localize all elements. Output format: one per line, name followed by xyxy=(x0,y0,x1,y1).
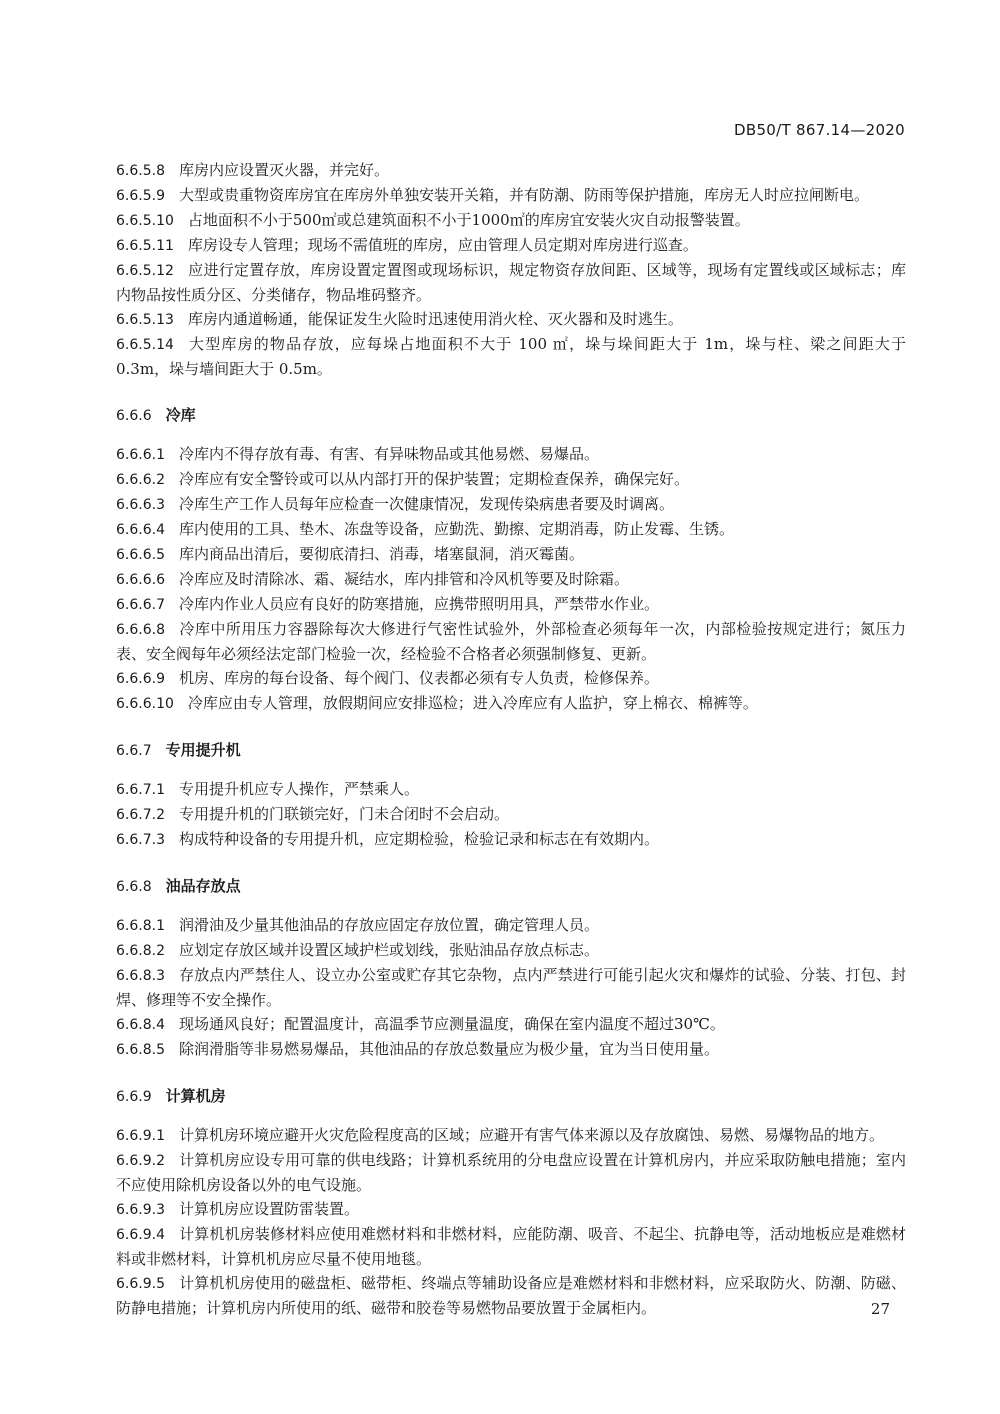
clause xyxy=(116,258,906,307)
clause-text: 冷库内作业人员应有良好的防寒措施，应携带照明用具，严禁带水作业。 xyxy=(178,595,659,613)
section-spacer xyxy=(116,716,906,726)
clause-number: 6.6.8.1 xyxy=(116,918,165,934)
clause-text: 存放点内严禁住人、设立办公室或贮存其它杂物，点内严禁进行可能引起火灾和爆炸的试验、分装、打包、封焊、修理等不安全操作。 xyxy=(116,966,906,1009)
clause xyxy=(116,208,906,233)
clause-number: 6.6.5.14 xyxy=(116,337,174,353)
clause-text: 计算机房环境应避开火灾危险程度高的区域；应避开有害气体来源以及存放腐蚀、易燃、易爆物品的地方。 xyxy=(178,1126,884,1144)
clause xyxy=(116,1148,906,1197)
clause xyxy=(116,442,906,467)
clause-number: 6.6.6.10 xyxy=(116,696,174,712)
clause-number: 6.6.8.3 xyxy=(116,968,165,984)
clause-text: 润滑油及少量其他油品的存放应固定存放位置，确定管理人员。 xyxy=(178,916,599,934)
clause xyxy=(116,467,906,492)
section-number: 6.6.8 xyxy=(116,879,152,895)
clause-text: 冷库内不得存放有毒、有害、有异味物品或其他易燃、易爆品。 xyxy=(178,445,599,463)
clause-number: 6.6.8.5 xyxy=(116,1042,165,1058)
clause xyxy=(116,802,906,827)
clause-number: 6.6.5.12 xyxy=(116,263,174,279)
clause-text: 应进行定置存放，库房设置定置图或现场标识，规定物资存放间距、区域等，现场有定置线或区域标志；库内物品按性质分区、分类储存，物品堆码整齐。 xyxy=(116,261,906,304)
document-code: DB50/T 867.14—2020 xyxy=(734,121,905,139)
clause-text: 计算机机房装修材料应使用难燃材料和非燃材料，应能防潮、吸音、不起尘、抗静电等，活动地板应是难燃材料或非燃材料，计算机机房应尽量不使用地毯。 xyxy=(116,1225,906,1268)
clause xyxy=(116,1222,906,1271)
clause xyxy=(116,567,906,592)
section-number: 6.6.7 xyxy=(116,743,152,759)
clause-text: 占地面积不小于500㎡或总建筑面积不小于1000㎡的库房宜安装火灾自动报警装置。 xyxy=(187,211,750,229)
clause-text: 除润滑脂等非易燃易爆品，其他油品的存放总数量应为极少量，宜为当日使用量。 xyxy=(178,1040,719,1058)
clause xyxy=(116,492,906,517)
clause-number: 6.6.6.8 xyxy=(116,622,165,638)
clause-text: 冷库应由专人管理，放假期间应安排巡检；进入冷库应有人监护，穿上棉衣、棉裤等。 xyxy=(187,694,758,712)
clause-text: 冷库中所用压力容器除每次大修进行气密性试验外，外部检查必须每年一次，内部检验按规定进行；氮压力表、安全阀每年必须经法定部门检验一次，经检验不合格者必须强制修复、更新。 xyxy=(116,620,906,663)
clause xyxy=(116,617,906,666)
clause-number: 6.6.6.4 xyxy=(116,522,165,538)
clause-text: 机房、库房的每台设备、每个阀门、仪表都必须有专人负责，检修保养。 xyxy=(178,669,659,687)
clause-text: 大型或贵重物资库房宜在库房外单独安装开关箱，并有防潮、防雨等保护措施，库房无人时应拉闸断电。 xyxy=(178,186,869,204)
clause-number: 6.6.9.4 xyxy=(116,1227,165,1243)
section-title: 专用提升机 xyxy=(165,741,241,759)
clause xyxy=(116,158,906,183)
clause xyxy=(116,332,906,381)
clause-text: 构成特种设备的专用提升机，应定期检验，检验记录和标志在有效期内。 xyxy=(178,830,659,848)
clause-number: 6.6.8.4 xyxy=(116,1017,165,1033)
clause xyxy=(116,963,906,1012)
clause-text: 库房设专人管理；现场不需值班的库房，应由管理人员定期对库房进行巡查。 xyxy=(187,236,698,254)
clause xyxy=(116,1197,906,1222)
section-spacer xyxy=(116,381,906,391)
clause-text: 大型库房的物品存放，应每垛占地面积不大于 100 ㎡，垛与垛间距大于 1m，垛与柱、梁之间距大于 0.3m，垛与墙间距大于 0.5m。 xyxy=(116,335,906,378)
clause-text: 库内商品出清后，要彻底清扫、消毒，堵塞鼠洞，消灭霉菌。 xyxy=(178,545,584,563)
clause-text: 专用提升机应专人操作，严禁乘人。 xyxy=(178,780,419,798)
clause-number: 6.6.6.5 xyxy=(116,547,165,563)
clause xyxy=(116,1123,906,1148)
clause-number: 6.6.5.9 xyxy=(116,188,165,204)
section-number: 6.6.9 xyxy=(116,1089,152,1105)
clause xyxy=(116,233,906,258)
section-spacer xyxy=(116,852,906,862)
clause xyxy=(116,542,906,567)
clause-text: 计算机房应设专用可靠的供电线路；计算机系统用的分电盘应设置在计算机房内，并应采取防触电措施；室内不应使用除机房设备以外的电气设施。 xyxy=(116,1151,906,1194)
clause-text: 库房内应设置灭火器，并完好。 xyxy=(178,161,389,179)
clause-number: 6.6.6.7 xyxy=(116,597,165,613)
section-title: 油品存放点 xyxy=(165,877,241,895)
section-heading xyxy=(116,874,906,899)
section-title: 冷库 xyxy=(165,406,196,424)
clause xyxy=(116,913,906,938)
section-heading xyxy=(116,1084,906,1109)
section-spacer xyxy=(116,1062,906,1072)
section-title: 计算机房 xyxy=(165,1087,226,1105)
clause-text: 冷库应及时清除冰、霜、凝结水，库内排管和冷风机等要及时除霜。 xyxy=(178,570,629,588)
clause xyxy=(116,183,906,208)
page-number: 27 xyxy=(870,1300,890,1318)
section-heading xyxy=(116,403,906,428)
clause-number: 6.6.6.6 xyxy=(116,572,165,588)
clause-number: 6.6.5.10 xyxy=(116,213,174,229)
clause xyxy=(116,592,906,617)
clause xyxy=(116,777,906,802)
document-body xyxy=(116,158,906,1320)
clause-number: 6.6.7.2 xyxy=(116,807,165,823)
clause xyxy=(116,1271,906,1320)
clause-number: 6.6.7.1 xyxy=(116,782,165,798)
clause-number: 6.6.7.3 xyxy=(116,832,165,848)
clause-text: 库房内通道畅通，能保证发生火险时迅速使用消火栓、灭火器和及时逃生。 xyxy=(187,310,683,328)
clause-text: 现场通风良好；配置温度计，高温季节应测量温度，确保在室内温度不超过30℃。 xyxy=(178,1015,725,1033)
clause-number: 6.6.6.3 xyxy=(116,497,165,513)
clause-text: 应划定存放区域并设置区域护栏或划线，张贴油品存放点标志。 xyxy=(178,941,599,959)
clause-number: 6.6.6.1 xyxy=(116,447,165,463)
clause-text: 冷库生产工作人员每年应检查一次健康情况，发现传染病患者要及时调离。 xyxy=(178,495,674,513)
section-number: 6.6.6 xyxy=(116,408,152,424)
clause-number: 6.6.9.3 xyxy=(116,1202,165,1218)
clause-number: 6.6.9.5 xyxy=(116,1276,165,1292)
clause-text: 计算机房应设置防雷装置。 xyxy=(178,1200,359,1218)
clause xyxy=(116,827,906,852)
clause xyxy=(116,666,906,691)
clause-text: 计算机机房使用的磁盘柜、磁带柜、终端点等辅助设备应是难燃材料和非燃材料，应采取防火、防潮、防磁、防静电措施；计算机房内所使用的纸、磁带和胶卷等易燃物品要放置于金属柜内。 xyxy=(116,1274,906,1317)
clause-number: 6.6.6.9 xyxy=(116,671,165,687)
clause xyxy=(116,691,906,716)
clause-text: 专用提升机的门联锁完好，门未合闭时不会启动。 xyxy=(178,805,509,823)
clause-number: 6.6.9.2 xyxy=(116,1153,165,1169)
clause-number: 6.6.6.2 xyxy=(116,472,165,488)
clause-number: 6.6.5.13 xyxy=(116,312,174,328)
clause xyxy=(116,938,906,963)
section-heading xyxy=(116,738,906,763)
clause-number: 6.6.5.8 xyxy=(116,163,165,179)
clause xyxy=(116,1037,906,1062)
clause-text: 冷库应有安全警铃或可以从内部打开的保护装置；定期检查保养，确保完好。 xyxy=(178,470,689,488)
clause-number: 6.6.9.1 xyxy=(116,1128,165,1144)
clause xyxy=(116,1012,906,1037)
clause-number: 6.6.8.2 xyxy=(116,943,165,959)
clause-text: 库内使用的工具、垫木、冻盘等设备，应勤洗、勤擦、定期消毒，防止发霉、生锈。 xyxy=(178,520,734,538)
clause xyxy=(116,307,906,332)
clause xyxy=(116,517,906,542)
clause-number: 6.6.5.11 xyxy=(116,238,174,254)
